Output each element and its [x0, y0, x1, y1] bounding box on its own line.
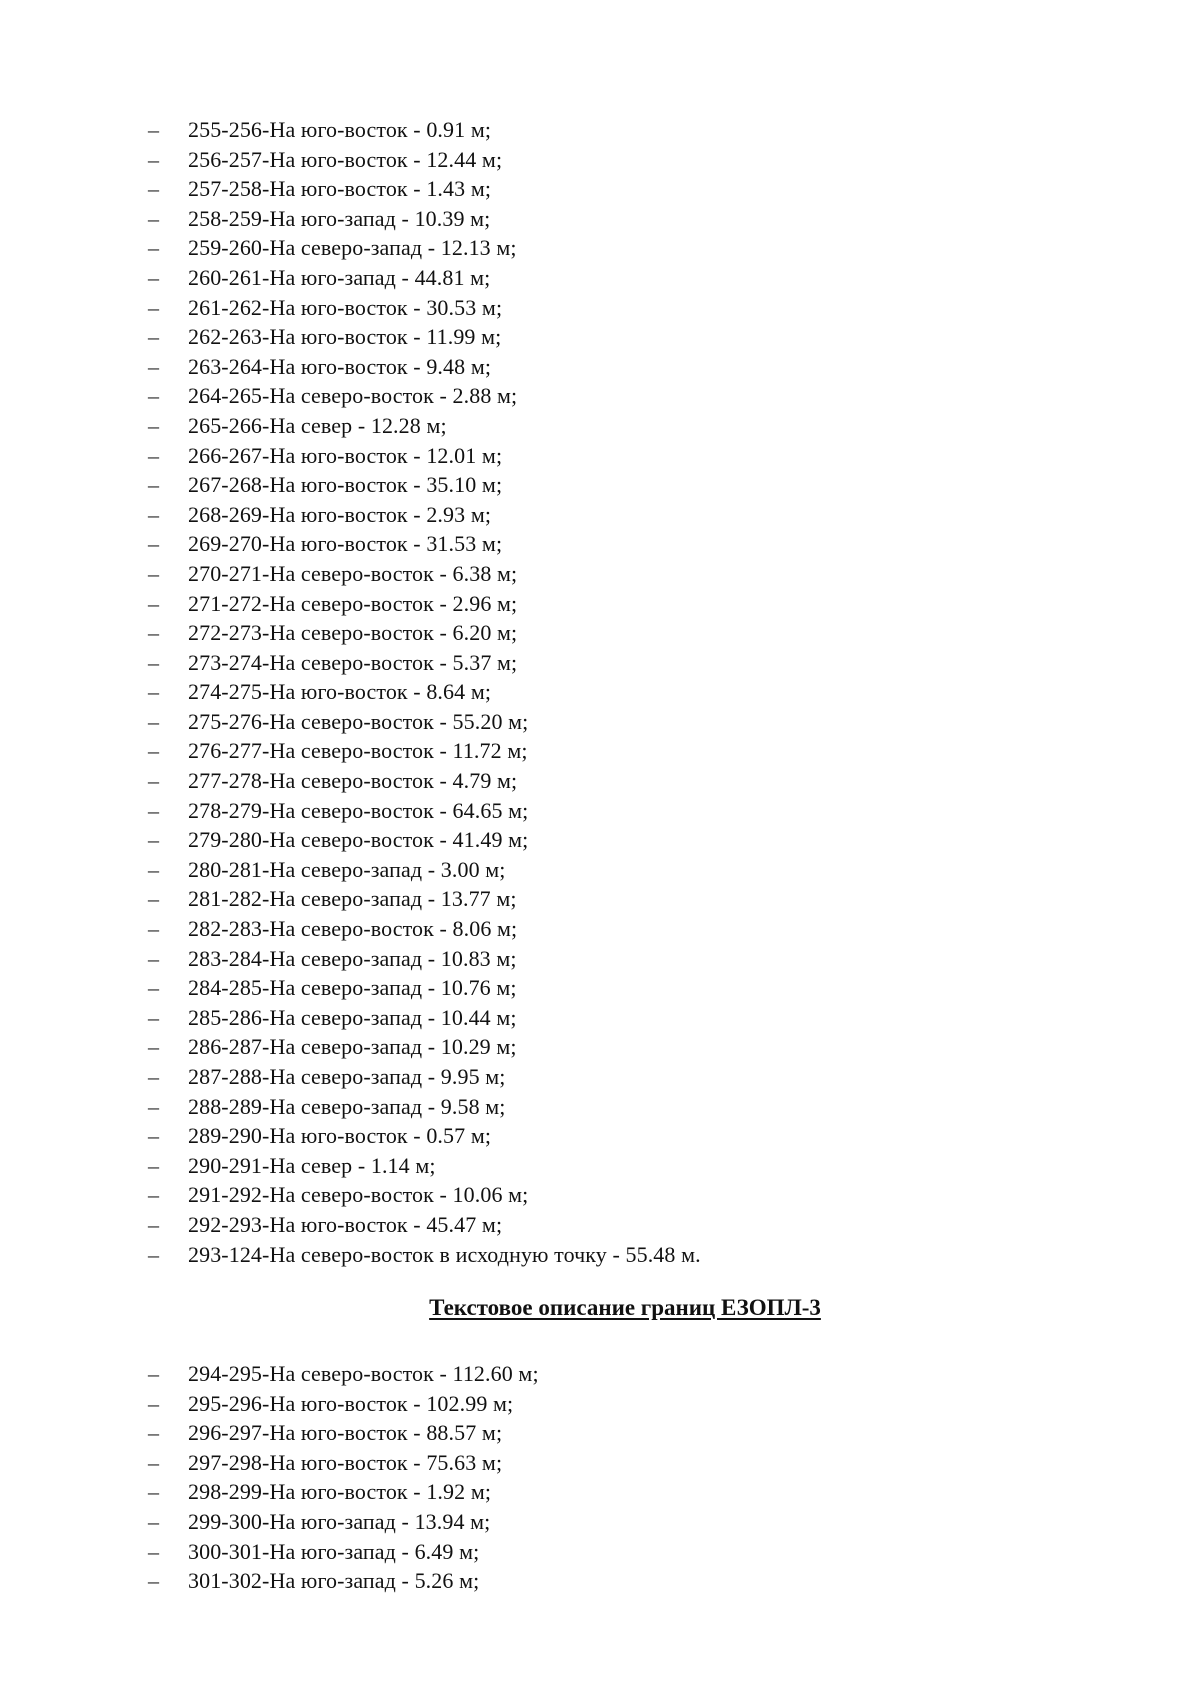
- boundary-segment-text: 292-293-На юго-восток - 45.47 м;: [188, 1211, 503, 1237]
- boundary-segment-text: 263-264-На юго-восток - 9.48 м;: [188, 353, 492, 379]
- list-item: [148, 1477, 539, 1507]
- list-item: [148, 145, 701, 175]
- list-item: [148, 618, 701, 648]
- dash-bullet: –: [148, 945, 159, 971]
- dash-bullet: –: [148, 738, 159, 764]
- boundary-segment-text: 276-277-На северо-восток - 11.72 м;: [188, 738, 528, 764]
- list-item: [148, 204, 701, 234]
- dash-bullet: –: [148, 590, 159, 616]
- dash-bullet: –: [148, 146, 159, 172]
- list-item: [148, 559, 701, 589]
- dash-bullet: –: [148, 324, 159, 350]
- list-item: [148, 352, 701, 382]
- dash-bullet: –: [148, 264, 159, 290]
- list-item: [148, 470, 701, 500]
- boundary-segment-text: 301-302-На юго-запад - 5.26 м;: [188, 1568, 480, 1594]
- list-item: [148, 441, 701, 471]
- boundary-list-top: [148, 115, 701, 1269]
- dash-bullet: –: [148, 176, 159, 202]
- dash-bullet: –: [148, 649, 159, 675]
- boundary-segment-text: 300-301-На юго-запад - 6.49 м;: [188, 1538, 480, 1564]
- boundary-segment-text: 266-267-На юго-восток - 12.01 м;: [188, 442, 503, 468]
- list-item: [148, 1180, 701, 1210]
- boundary-segment-text: 265-266-На север - 12.28 м;: [188, 412, 447, 438]
- dash-bullet: –: [148, 1479, 159, 1505]
- boundary-segment-text: 281-282-На северо-запад - 13.77 м;: [188, 886, 517, 912]
- boundary-segment-text: 283-284-На северо-запад - 10.83 м;: [188, 945, 517, 971]
- dash-bullet: –: [148, 1508, 159, 1534]
- list-item: [148, 707, 701, 737]
- boundary-segment-text: 296-297-На юго-восток - 88.57 м;: [188, 1420, 503, 1446]
- dash-bullet: –: [148, 117, 159, 142]
- list-item: [148, 589, 701, 619]
- list-item: [148, 766, 701, 796]
- list-item: [148, 1121, 701, 1151]
- boundary-segment-text: 258-259-На юго-запад - 10.39 м;: [188, 205, 491, 231]
- boundary-segment-text: 271-272-На северо-восток - 2.96 м;: [188, 590, 518, 616]
- boundary-segment-text: 285-286-На северо-запад - 10.44 м;: [188, 1004, 517, 1030]
- dash-bullet: –: [148, 412, 159, 438]
- boundary-segment-text: 259-260-На северо-запад - 12.13 м;: [188, 235, 517, 261]
- dash-bullet: –: [148, 1064, 159, 1089]
- dash-bullet: –: [148, 708, 159, 734]
- boundary-segment-text: 298-299-На юго-восток - 1.92 м;: [188, 1479, 492, 1505]
- boundary-segment-text: 288-289-На северо-запад - 9.58 м;: [188, 1093, 506, 1119]
- section-heading: Текстовое описание границ ЕЗОПЛ-3: [429, 1295, 821, 1320]
- dash-bullet: –: [148, 1390, 159, 1416]
- boundary-segment-text: 275-276-На северо-восток - 55.20 м;: [188, 708, 529, 734]
- dash-bullet: –: [148, 679, 159, 705]
- list-item: [148, 322, 701, 352]
- dash-bullet: –: [148, 1123, 159, 1149]
- list-item: [148, 973, 701, 1003]
- boundary-segment-text: 270-271-На северо-восток - 6.38 м;: [188, 560, 518, 586]
- list-item: [148, 174, 701, 204]
- list-item: [148, 1359, 539, 1389]
- list-item: [148, 914, 701, 944]
- dash-bullet: –: [148, 1361, 159, 1386]
- list-item: [148, 944, 701, 974]
- boundary-segment-text: 260-261-На юго-запад - 44.81 м;: [188, 264, 491, 290]
- boundary-segment-text: 287-288-На северо-запад - 9.95 м;: [188, 1064, 506, 1089]
- dash-bullet: –: [148, 1034, 159, 1060]
- boundary-segment-text: 269-270-На юго-восток - 31.53 м;: [188, 531, 503, 557]
- dash-bullet: –: [148, 501, 159, 527]
- list-item: [148, 1389, 539, 1419]
- list-item: [148, 1537, 539, 1567]
- dash-bullet: –: [148, 1093, 159, 1119]
- boundary-segment-text: 294-295-На северо-восток - 112.60 м;: [188, 1361, 539, 1386]
- boundary-segment-text: 282-283-На северо-восток - 8.06 м;: [188, 916, 518, 942]
- boundary-segment-text: 297-298-На юго-восток - 75.63 м;: [188, 1449, 503, 1475]
- boundary-segment-text: 273-274-На северо-восток - 5.37 м;: [188, 649, 518, 675]
- dash-bullet: –: [148, 1568, 159, 1594]
- dash-bullet: –: [148, 768, 159, 794]
- list-item: [148, 1062, 701, 1092]
- list-item: [148, 233, 701, 263]
- boundary-segment-text: 267-268-На юго-восток - 35.10 м;: [188, 472, 503, 498]
- list-item: [148, 1566, 539, 1596]
- list-item: [148, 736, 701, 766]
- boundary-segment-text: 284-285-На северо-запад - 10.76 м;: [188, 975, 517, 1001]
- boundary-segment-text: 272-273-На северо-восток - 6.20 м;: [188, 620, 518, 646]
- dash-bullet: –: [148, 620, 159, 646]
- dash-bullet: –: [148, 294, 159, 320]
- dash-bullet: –: [148, 442, 159, 468]
- dash-bullet: –: [148, 353, 159, 379]
- list-item: [148, 648, 701, 678]
- dash-bullet: –: [148, 560, 159, 586]
- boundary-segment-text: 257-258-На юго-восток - 1.43 м;: [188, 176, 492, 202]
- list-item: [148, 1003, 701, 1033]
- dash-bullet: –: [148, 531, 159, 557]
- list-item: [148, 293, 701, 323]
- list-item: [148, 1092, 701, 1122]
- boundary-segment-text: 299-300-На юго-запад - 13.94 м;: [188, 1508, 491, 1534]
- boundary-segment-text: 293-124-На северо-восток в исходную точку - 55.48 м.: [188, 1241, 701, 1267]
- boundary-segment-text: 255-256-На юго-восток - 0.91 м;: [188, 117, 492, 142]
- list-item: [148, 796, 701, 826]
- boundary-segment-text: 279-280-На северо-восток - 41.49 м;: [188, 827, 529, 853]
- boundary-segment-text: 278-279-На северо-восток - 64.65 м;: [188, 797, 529, 823]
- list-item: [148, 1418, 539, 1448]
- boundary-segment-text: 290-291-На север - 1.14 м;: [188, 1152, 436, 1178]
- list-item: [148, 884, 701, 914]
- list-item: [148, 855, 701, 885]
- boundary-segment-text: 289-290-На юго-восток - 0.57 м;: [188, 1123, 492, 1149]
- boundary-segment-text: 268-269-На юго-восток - 2.93 м;: [188, 501, 492, 527]
- dash-bullet: –: [148, 1004, 159, 1030]
- boundary-segment-text: 256-257-На юго-восток - 12.44 м;: [188, 146, 503, 172]
- boundary-segment-text: 295-296-На юго-восток - 102.99 м;: [188, 1390, 514, 1416]
- list-item: [148, 1210, 701, 1240]
- dash-bullet: –: [148, 205, 159, 231]
- list-item: [148, 411, 701, 441]
- dash-bullet: –: [148, 472, 159, 498]
- list-item: [148, 825, 701, 855]
- boundary-segment-text: 280-281-На северо-запад - 3.00 м;: [188, 856, 506, 882]
- list-item: [148, 263, 701, 293]
- boundary-segment-text: 277-278-На северо-восток - 4.79 м;: [188, 768, 518, 794]
- dash-bullet: –: [148, 1211, 159, 1237]
- boundary-segment-text: 291-292-На северо-восток - 10.06 м;: [188, 1182, 529, 1208]
- list-item: [148, 115, 701, 145]
- list-item: [148, 1151, 701, 1181]
- dash-bullet: –: [148, 1152, 159, 1178]
- dash-bullet: –: [148, 383, 159, 409]
- boundary-segment-text: 286-287-На северо-запад - 10.29 м;: [188, 1034, 517, 1060]
- list-item: [148, 1032, 701, 1062]
- boundary-list-ezopl-3: [148, 1359, 539, 1596]
- dash-bullet: –: [148, 975, 159, 1001]
- list-item: [148, 1240, 701, 1270]
- list-item: [148, 381, 701, 411]
- dash-bullet: –: [148, 1182, 159, 1208]
- dash-bullet: –: [148, 827, 159, 853]
- dash-bullet: –: [148, 1538, 159, 1564]
- dash-bullet: –: [148, 235, 159, 261]
- boundary-segment-text: 264-265-На северо-восток - 2.88 м;: [188, 383, 518, 409]
- list-item: [148, 529, 701, 559]
- dash-bullet: –: [148, 1420, 159, 1446]
- dash-bullet: –: [148, 797, 159, 823]
- boundary-segment-text: 262-263-На юго-восток - 11.99 м;: [188, 324, 502, 350]
- list-item: [148, 1448, 539, 1478]
- boundary-segment-text: 274-275-На юго-восток - 8.64 м;: [188, 679, 492, 705]
- boundary-segment-text: 261-262-На юго-восток - 30.53 м;: [188, 294, 503, 320]
- dash-bullet: –: [148, 916, 159, 942]
- dash-bullet: –: [148, 856, 159, 882]
- list-item: [148, 677, 701, 707]
- list-item: [148, 1507, 539, 1537]
- dash-bullet: –: [148, 1449, 159, 1475]
- list-item: [148, 500, 701, 530]
- dash-bullet: –: [148, 1241, 159, 1267]
- dash-bullet: –: [148, 886, 159, 912]
